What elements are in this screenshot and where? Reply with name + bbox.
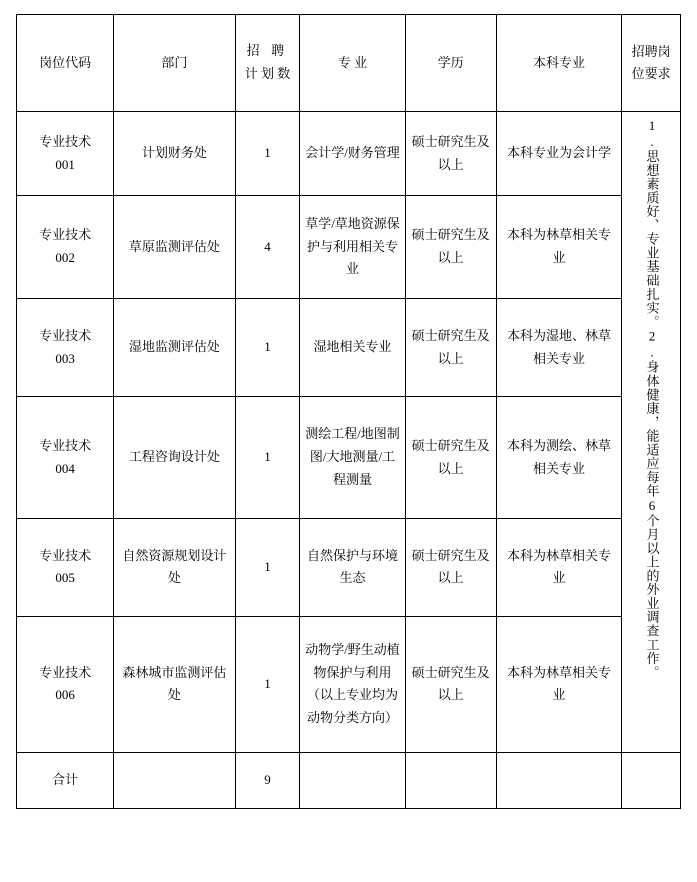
cell-job-code	[17, 617, 114, 753]
cell-education: 硕士研究生及以上	[405, 112, 496, 196]
job-code-line1: 专业技术	[39, 547, 92, 563]
table-row	[17, 196, 681, 299]
cell-job-code	[17, 298, 114, 397]
header-requirement	[622, 15, 681, 112]
job-code-line2: 006	[55, 687, 75, 703]
cell-plan-count: 1	[235, 617, 300, 753]
header-plan-line1: 招 聘	[246, 43, 289, 59]
total-major-empty	[300, 752, 405, 808]
cell-job-code	[17, 518, 114, 617]
total-education-empty	[405, 752, 496, 808]
total-dept-empty	[114, 752, 235, 808]
table-total-row	[17, 752, 681, 808]
cell-major: 自然保护与环境生态	[300, 518, 405, 617]
cell-education: 硕士研究生及以上	[405, 518, 496, 617]
total-undergrad-empty	[496, 752, 622, 808]
cell-education: 硕士研究生及以上	[405, 196, 496, 299]
cell-requirement	[622, 112, 681, 753]
total-plan-count: 9	[235, 752, 300, 808]
cell-major: 动物学/野生动植物保护与利用（以上专业均为动物分类方向）	[300, 617, 405, 753]
cell-undergrad-major: 本科专业为会计学	[496, 112, 622, 196]
cell-plan-count: 1	[235, 397, 300, 518]
header-education: 学历	[405, 15, 496, 112]
header-plan-count	[235, 15, 300, 112]
header-requirement-label: 招聘岗位要求	[631, 43, 671, 81]
header-department: 部门	[114, 15, 235, 112]
job-code-line2: 005	[55, 570, 75, 586]
cell-job-code	[17, 397, 114, 518]
cell-undergrad-major: 本科为测绘、林草相关专业	[496, 397, 622, 518]
table-row	[17, 298, 681, 397]
job-code-line2: 003	[55, 350, 75, 366]
table-header-row	[17, 15, 681, 112]
table-row	[17, 112, 681, 196]
header-undergrad-major: 本科专业	[496, 15, 622, 112]
job-code-line1: 专业技术	[39, 327, 92, 343]
job-code-line2: 004	[55, 460, 75, 476]
cell-major: 湿地相关专业	[300, 298, 405, 397]
table-row	[17, 518, 681, 617]
cell-education: 硕士研究生及以上	[405, 298, 496, 397]
table-row	[17, 397, 681, 518]
header-plan-line2: 计 划 数	[244, 66, 291, 81]
header-major: 专 业	[300, 15, 405, 112]
cell-major: 草学/草地资源保护与利用相关专业	[300, 196, 405, 299]
job-code-line1: 专业技术	[39, 437, 92, 453]
cell-plan-count: 1	[235, 298, 300, 397]
total-requirement-empty	[622, 752, 681, 808]
cell-department: 湿地监测评估处	[114, 298, 235, 397]
cell-education: 硕士研究生及以上	[405, 397, 496, 518]
requirement-text: 1.思想素质好、专业基础扎实。2.身体健康，能适应每年6个月以上的外业调查工作。	[644, 118, 660, 680]
cell-department: 草原监测评估处	[114, 196, 235, 299]
cell-department: 森林城市监测评估处	[114, 617, 235, 753]
cell-plan-count: 4	[235, 196, 300, 299]
cell-major: 测绘工程/地图制图/大地测量/工程测量	[300, 397, 405, 518]
cell-job-code	[17, 112, 114, 196]
cell-undergrad-major: 本科为林草相关专业	[496, 196, 622, 299]
cell-job-code	[17, 196, 114, 299]
cell-department: 计划财务处	[114, 112, 235, 196]
job-code-line1: 专业技术	[39, 227, 92, 243]
cell-education: 硕士研究生及以上	[405, 617, 496, 753]
cell-department: 自然资源规划设计处	[114, 518, 235, 617]
cell-department: 工程咨询设计处	[114, 397, 235, 518]
cell-plan-count: 1	[235, 518, 300, 617]
table-row	[17, 617, 681, 753]
header-job-code: 岗位代码	[17, 15, 114, 112]
job-code-line1: 专业技术	[39, 664, 92, 680]
cell-undergrad-major: 本科为林草相关专业	[496, 518, 622, 617]
cell-plan-count: 1	[235, 112, 300, 196]
cell-undergrad-major: 本科为林草相关专业	[496, 617, 622, 753]
recruitment-table	[16, 14, 681, 809]
job-code-line2: 002	[55, 250, 75, 266]
cell-major: 会计学/财务管理	[300, 112, 405, 196]
job-code-line1: 专业技术	[39, 133, 92, 149]
total-label: 合计	[17, 752, 114, 808]
job-code-line2: 001	[55, 156, 75, 172]
cell-undergrad-major: 本科为湿地、林草相关专业	[496, 298, 622, 397]
